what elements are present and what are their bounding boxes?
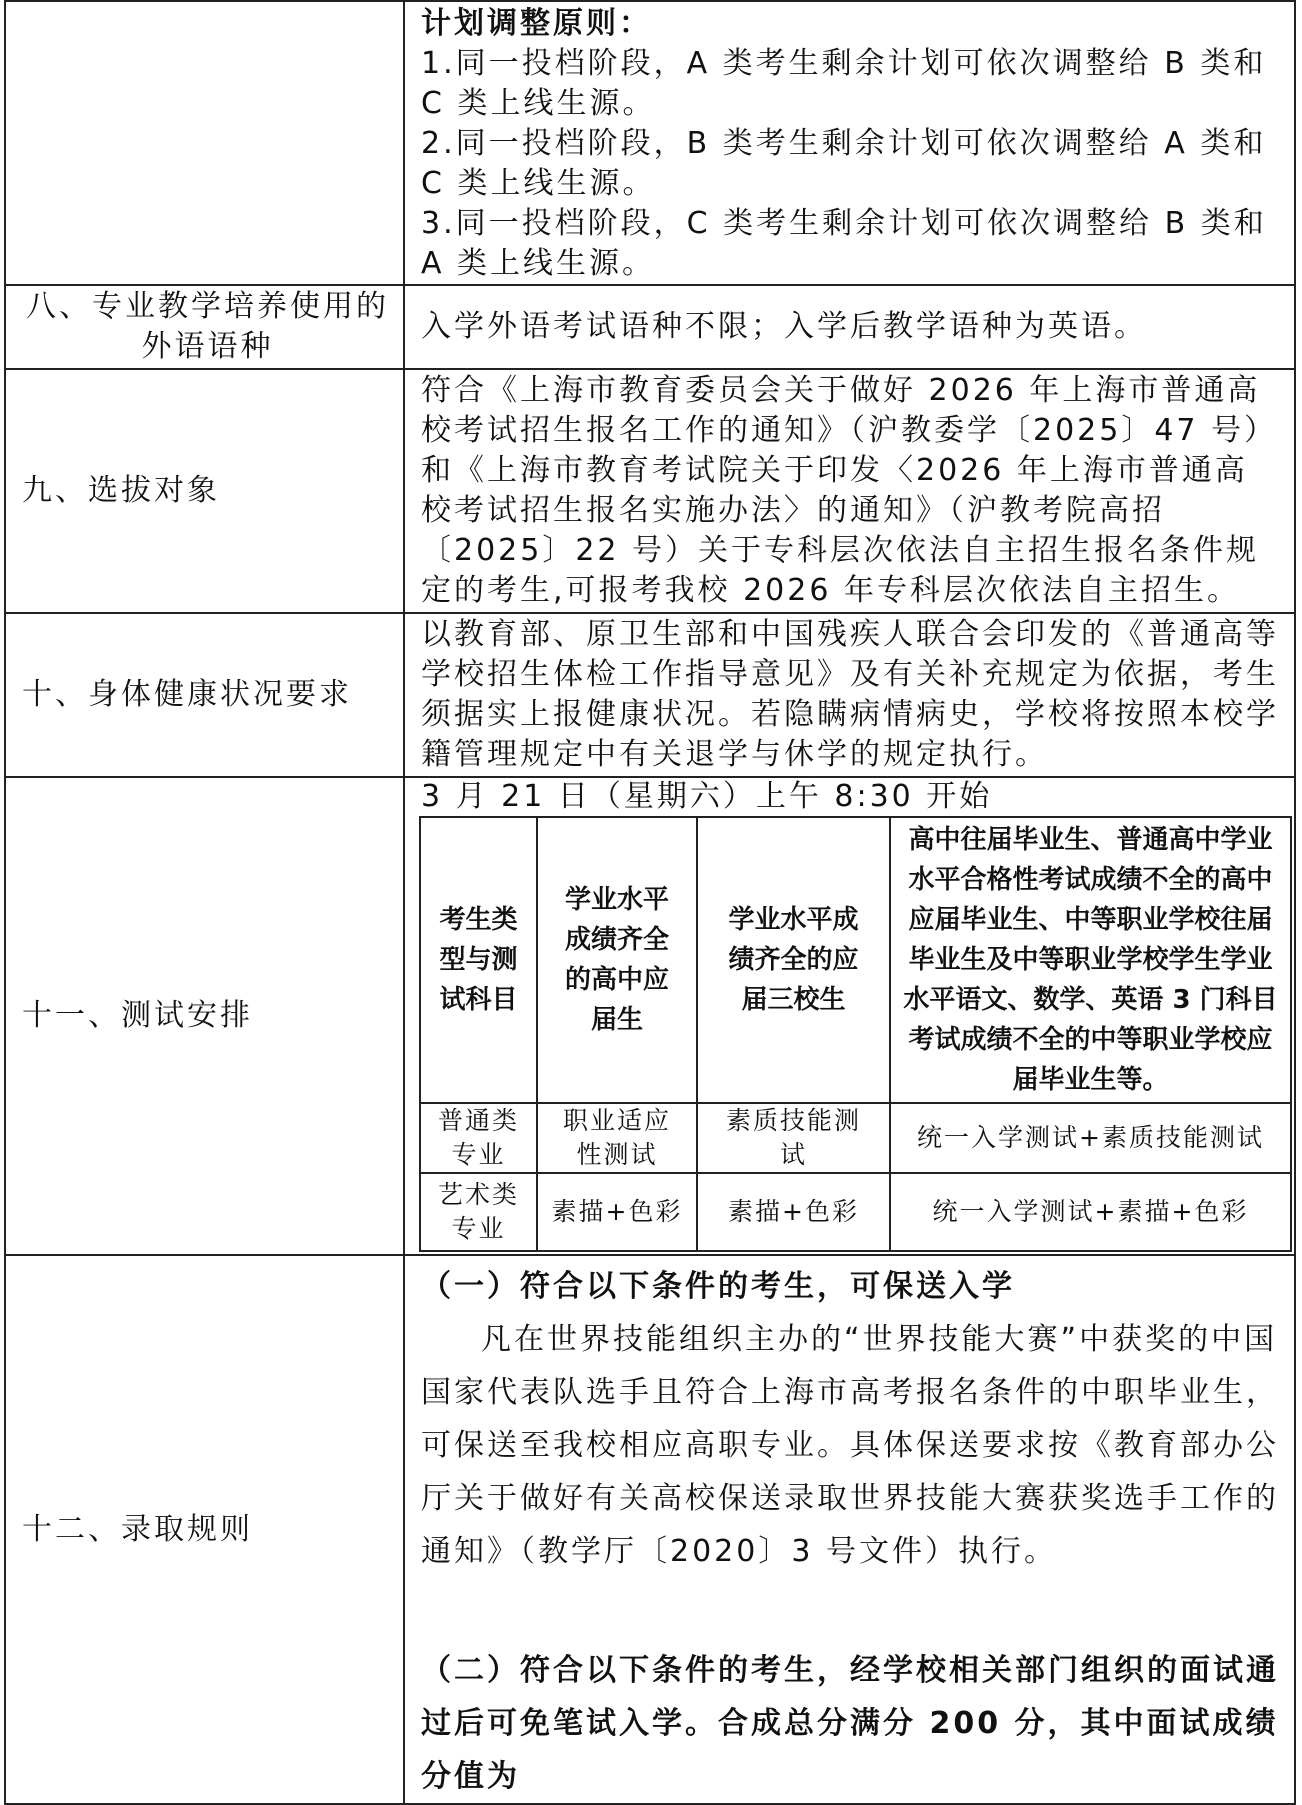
plan-label-cell [5,1,404,285]
admission-label [5,1255,404,1804]
language-text: 入学外语考试语种不限；入学后教学语种为英语。 [421,309,1147,344]
row-selection [5,369,1295,613]
plan-item-1: 1.同一投档阶段，A 类考生剩余计划可依次调整给 B 类和 C 类上线生源。 [421,46,1267,121]
header-vocational: 学业水平成绩齐全的应届三校生 [697,817,890,1103]
cell-vocational: 素质技能测试 [697,1103,890,1173]
health-content [404,613,1295,777]
cell-highschool: 职业适应性测试 [537,1103,697,1173]
cell-highschool: 素描+色彩 [537,1173,697,1251]
header-candidate-type: 考生类型与测试科目 [420,817,537,1103]
test-label-text: 十一、测试安排 [22,998,253,1033]
test-table-row-art [420,1173,1291,1251]
language-label-text: 八、专业教学培养使用的外语语种 [26,289,389,364]
plan-item-3: 3.同一投档阶段，C 类考生剩余计划可依次调整给 B 类和 A 类上线生源。 [421,206,1267,281]
plan-content-cell [404,1,1295,285]
admission-section1-title: （一）符合以下条件的考生，可保送入学 [421,1269,1015,1304]
plan-item-2: 2.同一投档阶段，B 类考生剩余计划可依次调整给 A 类和 C 类上线生源。 [421,126,1267,201]
cell-other: 统一入学测试+素质技能测试 [890,1103,1291,1173]
row-plan-adjustment [5,1,1295,285]
health-text: 以教育部、原卫生部和中国残疾人联合会印发的《普通高等学校招生体检工作指导意见》及有关补充规定为依据，考生须据实上报健康状况。若隐瞒病情病史，学校将按照本校学籍管理规定中有关退学与休学的规定执行。 [421,617,1279,772]
cell-vocational: 素描+色彩 [697,1173,890,1251]
test-table-header-row [420,817,1291,1103]
health-label [5,613,404,777]
plan-heading: 计划调整原则： [421,6,652,41]
header-other: 高中往届毕业生、普通高中学业水平合格性考试成绩不全的高中应届毕业生、中等职业学校往届毕业生及中等职业学校学生学业水平语文、数学、英语 3 门科目考试成绩不全的中等职业学校应届毕业生等。 [890,817,1291,1103]
test-content [404,777,1295,1255]
selection-content [404,369,1295,613]
selection-label-text: 九、选拔对象 [22,473,220,508]
admissions-table [4,0,1296,1805]
row-test [5,777,1295,1255]
test-time: 3 月 21 日（星期六）上午 8:30 开始 [421,779,993,814]
test-table-row-general [420,1103,1291,1173]
document-page [4,0,1296,1794]
admission-spacer [421,1578,1280,1644]
selection-label [5,369,404,613]
health-label-text: 十、身体健康状况要求 [22,677,352,712]
cell-type: 普通类专业 [420,1103,537,1173]
selection-text: 符合《上海市教育委员会关于做好 2026 年上海市普通高校考试招生报名工作的通知》（沪教委学〔2025〕47 号）和《上海市教育考试院关于印发〈2026 年上海市普通高校考试招生报名实施办法〉的通知》（沪教考院高招〔2025〕22 号）关于专科层次依法自主招生报名条件规定的考生,可报考我校 2026 年专科层次依法自主招生。 [421,373,1278,608]
language-content [404,285,1295,369]
cell-other: 统一入学测试+素描+色彩 [890,1173,1291,1251]
admission-section1-body: 凡在世界技能组织主办的“世界技能大赛”中获奖的中国国家代表队选手且符合上海市高考报名条件的中职毕业生，可保送至我校相应高职专业。具体保送要求按《教育部办公厅关于做好有关高校保送录取世界技能大赛获奖选手工作的通知》（教学厅〔2020〕3 号文件）执行。 [421,1322,1279,1569]
cell-type: 艺术类专业 [420,1173,537,1251]
row-admission [5,1255,1295,1804]
header-highschool: 学业水平成绩齐全的高中应届生 [537,817,697,1103]
admission-label-text: 十二、录取规则 [22,1511,253,1547]
test-label [5,777,404,1255]
admission-content [404,1255,1295,1804]
admission-section2-title: （二）符合以下条件的考生，经学校相关部门组织的面试通过后可免笔试入学。合成总分满分 200 分，其中面试成绩分值为 [421,1653,1279,1794]
language-label [5,285,404,369]
test-subject-table [419,816,1292,1252]
row-health [5,613,1295,777]
row-language [5,285,1295,369]
